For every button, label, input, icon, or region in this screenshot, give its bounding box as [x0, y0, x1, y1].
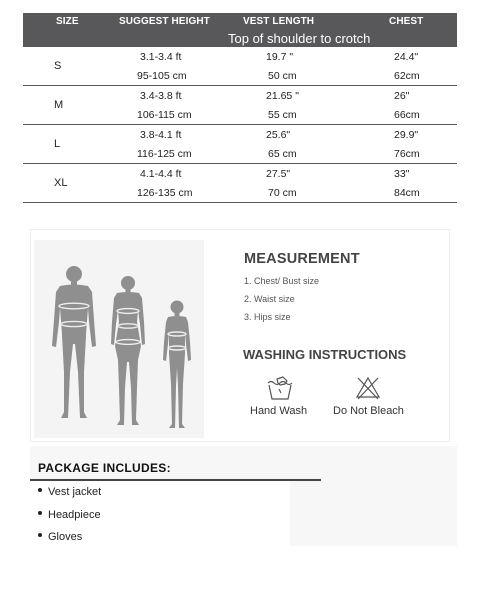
body-figures-panel: [34, 240, 204, 438]
height-ft-cell: 4.1-4.4 ft: [140, 168, 182, 180]
size-chart-table: [23, 13, 457, 203]
hand-wash-label: Hand Wash: [250, 405, 308, 417]
vest-cm-cell: 50 cm: [268, 70, 297, 82]
height-ft-cell: 3.8-4.1 ft: [140, 129, 182, 141]
header-size: SIZE: [56, 16, 79, 27]
vest-in-cell: 27.5": [266, 168, 291, 180]
table-header: [23, 13, 457, 47]
table-row: [23, 164, 457, 203]
height-cm-cell: 116-125 cm: [137, 148, 192, 160]
vest-cm-cell: 55 cm: [268, 109, 297, 121]
chest-in-cell: 33": [394, 168, 410, 180]
child-figure-icon: [163, 301, 191, 429]
size-cell: M: [54, 99, 64, 111]
list-item: [38, 486, 101, 498]
height-cm-cell: 95-105 cm: [137, 70, 187, 82]
list-item: [38, 531, 82, 543]
size-cell: S: [54, 60, 62, 72]
table-row: [23, 125, 457, 164]
bullet-icon: [38, 488, 42, 492]
package-title: PACKAGE INCLUDES:: [38, 461, 171, 475]
vest-in-cell: 19.7 ": [266, 51, 294, 63]
vest-in-cell: 21.65 ": [266, 90, 299, 102]
vest-cm-cell: 65 cm: [268, 148, 297, 160]
height-cm-cell: 106-115 cm: [137, 109, 192, 121]
package-divider: [30, 479, 321, 481]
measurement-title: MEASUREMENT: [244, 251, 360, 267]
table-row: [23, 47, 457, 86]
height-ft-cell: 3.4-3.8 ft: [140, 90, 182, 102]
header-chest: CHEST: [389, 16, 424, 27]
man-figure-icon: [52, 266, 96, 418]
table-row: [23, 86, 457, 125]
vest-cm-cell: 70 cm: [268, 187, 297, 199]
bullet-icon: [38, 511, 42, 515]
height-cm-cell: 126-135 cm: [137, 187, 193, 199]
measurement-item-hips: 3. Hips size: [244, 312, 291, 322]
chest-in-cell: 26": [394, 90, 410, 102]
header-vest-note: Top of shoulder to crotch: [228, 31, 371, 46]
size-cell: L: [54, 138, 61, 150]
chest-in-cell: 29.9": [394, 129, 419, 141]
size-cell: XL: [54, 177, 68, 189]
measurement-item-waist: 2. Waist size: [244, 294, 295, 304]
woman-figure-icon: [111, 276, 145, 425]
hand-wash-icon: [265, 375, 295, 401]
washing-instructions-title: WASHING INSTRUCTIONS: [243, 347, 407, 362]
chest-cm-cell: 84cm: [394, 187, 420, 199]
do-not-bleach-icon: [355, 375, 381, 401]
chest-in-cell: 24.4": [394, 51, 419, 63]
body-figures-illustration: [42, 264, 202, 434]
vest-in-cell: 25.6": [266, 129, 291, 141]
chest-cm-cell: 62cm: [394, 70, 420, 82]
measurement-item-chest: 1. Chest/ Bust size: [244, 276, 320, 286]
list-item: [38, 509, 101, 521]
package-item-label: Vest jacket: [48, 486, 102, 498]
bullet-icon: [38, 533, 42, 537]
chest-cm-cell: 66cm: [394, 109, 420, 121]
header-vest-length: VEST LENGTH: [243, 16, 315, 27]
header-suggest-height: SUGGEST HEIGHT: [119, 16, 210, 27]
package-item-label: Gloves: [48, 531, 83, 543]
package-item-label: Headpiece: [48, 509, 101, 521]
do-not-bleach-label: Do Not Bleach: [333, 405, 404, 417]
height-ft-cell: 3.1-3.4 ft: [140, 51, 182, 63]
chest-cm-cell: 76cm: [394, 148, 420, 160]
